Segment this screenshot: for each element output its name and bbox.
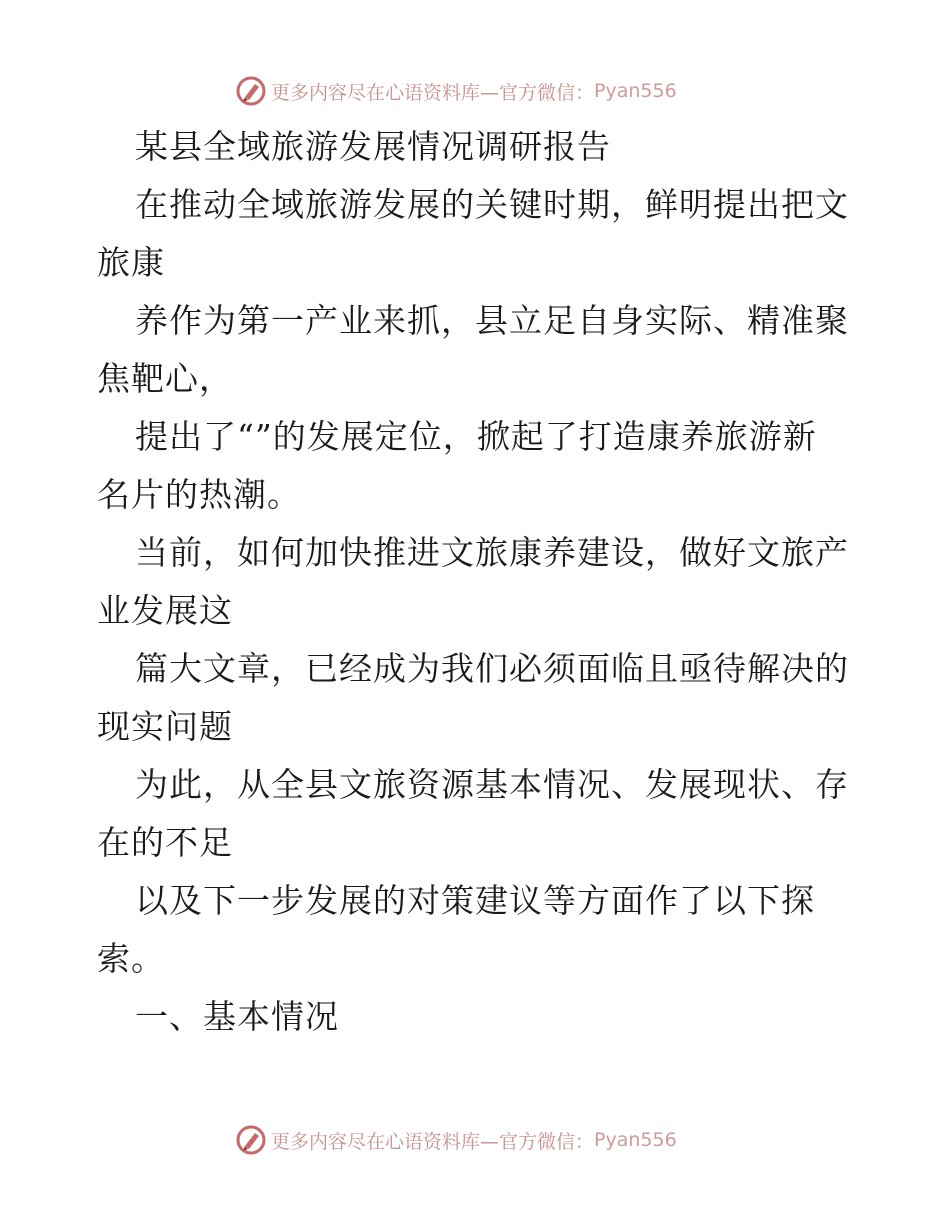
- pen-logo-icon: [235, 1124, 267, 1156]
- watermark-text: 更多内容尽在心语资料库—官方微信：: [271, 1130, 595, 1153]
- section-heading: 一、基本情况: [135, 997, 339, 1036]
- paragraph-line: 以及下一步发展的对策建议等方面作了以下探: [135, 881, 815, 920]
- paragraph-line: 焦靶心，: [97, 359, 233, 398]
- paragraph-line: 提出了“”的发展定位，掀起了打造康养旅游新: [135, 417, 817, 456]
- paragraph-line: 篇大文章，已经成为我们必须面临且亟待解决的: [135, 649, 849, 688]
- paragraph-line: 在的不足: [97, 823, 233, 862]
- watermark-handle: Pyan556: [594, 80, 677, 102]
- pen-logo-icon: [235, 75, 267, 107]
- paragraph-line: 名片的热潮。: [97, 475, 301, 514]
- paragraph-line: 在推动全域旅游发展的关键时期，鲜明提出把文: [135, 185, 849, 224]
- paragraph-line: 养作为第一产业来抓，县立足自身实际、精准聚: [135, 301, 849, 340]
- paragraph-line: 索。: [97, 939, 165, 978]
- paragraph-line: 业发展这: [97, 591, 233, 630]
- paragraph-line: 现实问题: [97, 707, 233, 746]
- paragraph-line: 当前，如何加快推进文旅康养建设，做好文旅产: [135, 533, 849, 572]
- document-body: [97, 118, 857, 1046]
- doc-title: 某县全域旅游发展情况调研报告: [135, 127, 611, 166]
- header-watermark: [235, 74, 677, 108]
- footer-watermark: [235, 1123, 677, 1157]
- watermark-handle: Pyan556: [594, 1129, 677, 1151]
- paragraph-line: 为此，从全县文旅资源基本情况、发展现状、存: [135, 765, 849, 804]
- watermark-text: 更多内容尽在心语资料库—官方微信：: [271, 81, 595, 104]
- paragraph-line: 旅康: [97, 243, 165, 282]
